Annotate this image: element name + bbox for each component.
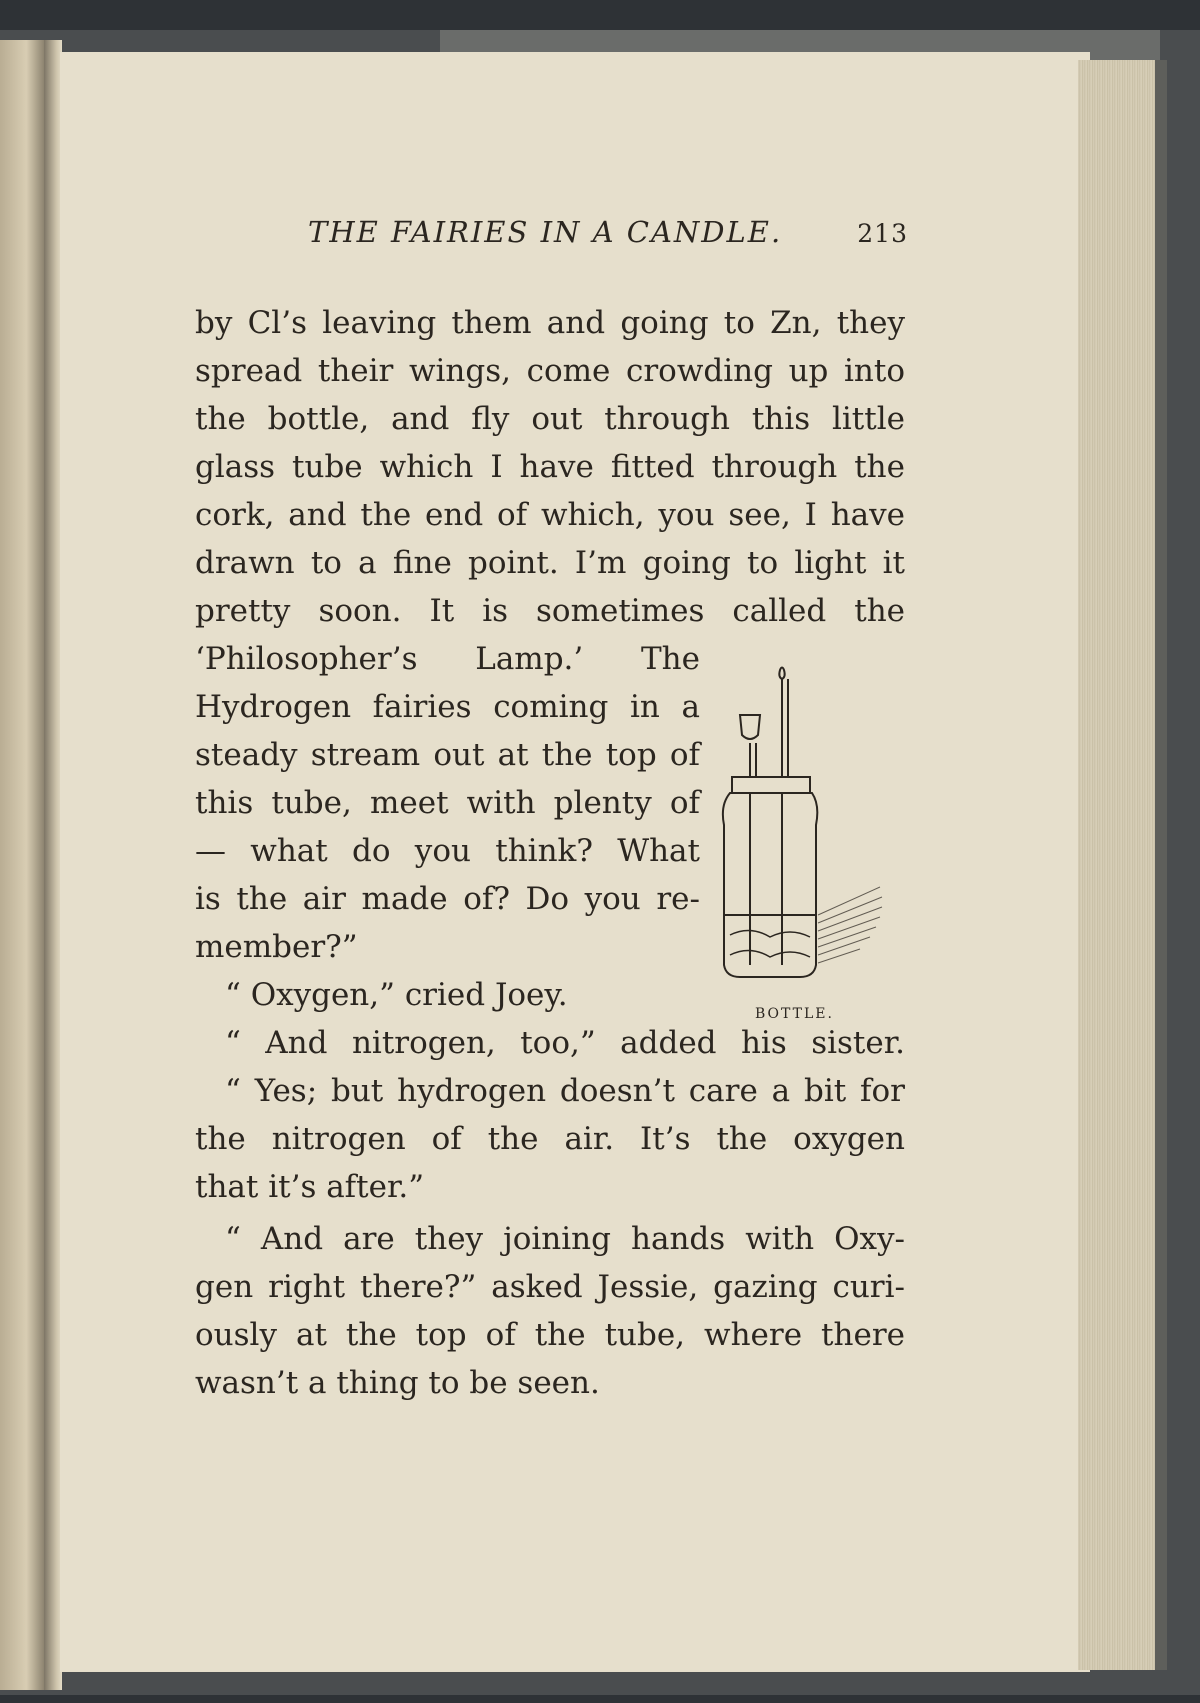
text-line: wasn’t a thing to be seen. xyxy=(195,1365,600,1401)
running-title: THE FAIRIES IN A CANDLE. xyxy=(308,215,783,249)
text-line: ‘Philosopher’s Lamp.’ The xyxy=(195,641,700,677)
text-line: steady stream out at the top of xyxy=(195,737,700,773)
text-line: drawn to a fine point. I’m going to light it xyxy=(195,545,905,581)
text-line: “ Yes; but hydrogen doesn’t care a bit for xyxy=(225,1073,905,1109)
text-line: that it’s after.” xyxy=(195,1169,425,1205)
page-number: 213 xyxy=(857,219,908,248)
text-line: gen right there?” asked Jessie, gazing curi- xyxy=(195,1269,905,1305)
text-line: the bottle, and fly out through this little xyxy=(195,401,905,437)
bottle-illustration xyxy=(710,665,900,1010)
text-line: is the air made of? Do you re- xyxy=(195,881,700,917)
page-stack-edge xyxy=(1078,60,1158,1670)
text-line: ously at the top of the tube, where there xyxy=(195,1317,905,1353)
text-line: member?” xyxy=(195,929,358,965)
text-line: glass tube which I have fitted through the xyxy=(195,449,905,485)
text-line: — what do you think? What xyxy=(195,833,700,869)
text-line: pretty soon. It is sometimes called the xyxy=(195,593,905,629)
figure-caption: BOTTLE. xyxy=(755,1006,834,1022)
text-line: the nitrogen of the air. It’s the oxygen xyxy=(195,1121,905,1157)
text-line: Hydrogen fairies coming in a xyxy=(195,689,700,725)
text-line: cork, and the end of which, you see, I have xyxy=(195,497,905,533)
running-header xyxy=(308,215,908,255)
facing-page xyxy=(0,40,44,1690)
text-line: spread their wings, come crowding up into xyxy=(195,353,905,389)
text-line: “ And are they joining hands with Oxy- xyxy=(225,1221,905,1257)
cover-spine-edge xyxy=(1155,60,1167,1670)
text-line: by Cl’s leaving them and going to Zn, they xyxy=(195,305,905,341)
text-line: this tube, meet with plenty of xyxy=(195,785,700,821)
text-line: “ And nitrogen, too,” added his sister. xyxy=(225,1025,905,1061)
text-line: “ Oxygen,” cried Joey. xyxy=(225,977,568,1013)
